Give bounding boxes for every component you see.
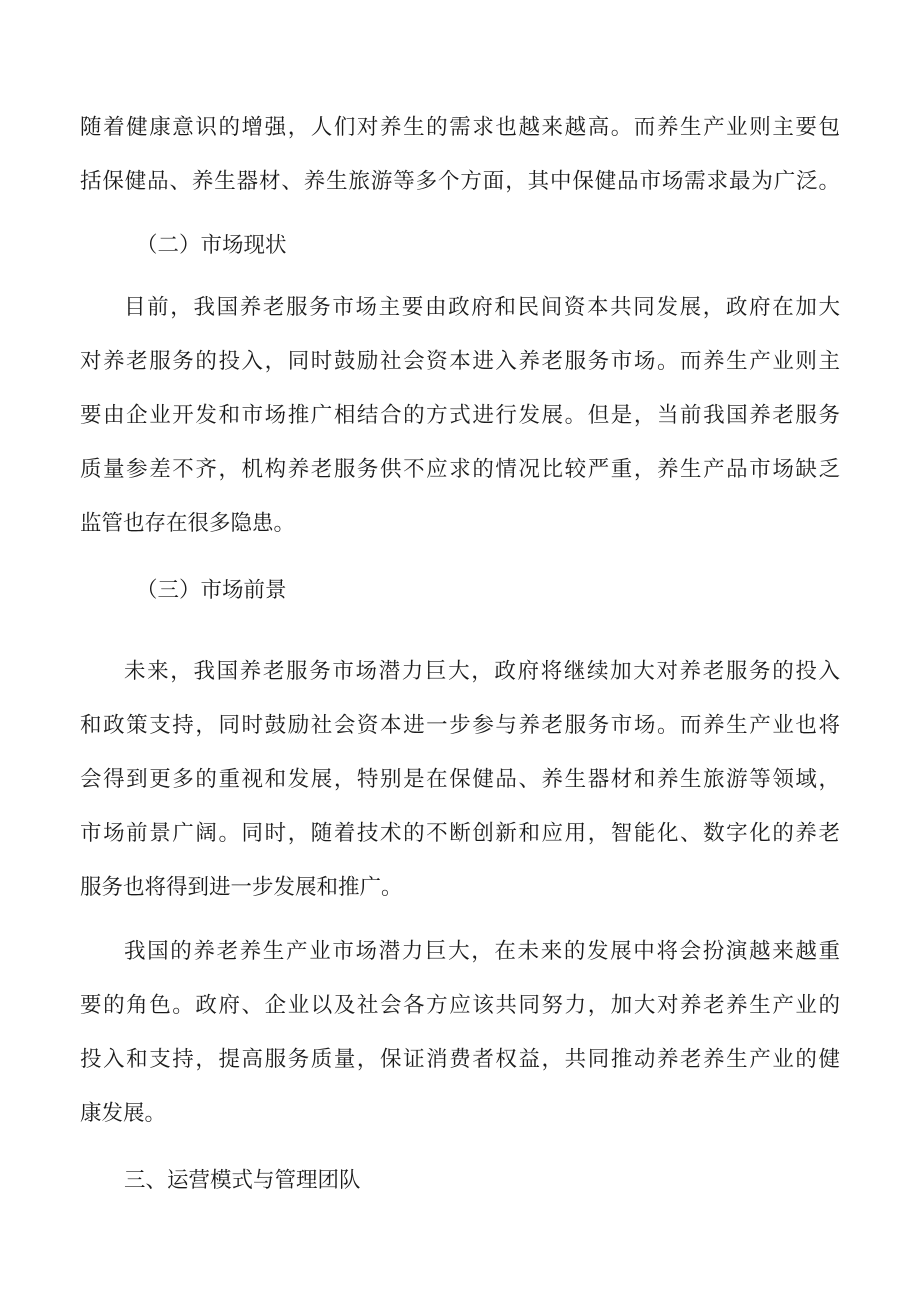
- paragraph-line: 服务也将得到进一步发展和推广。: [80, 875, 403, 900]
- paragraph-line: 投入和支持，提高服务质量，保证消费者权益，共同推动养老养生产业的健: [80, 1047, 840, 1072]
- paragraph-line: 未来，我国养老服务市场潜力巨大，政府将继续加大对养老服务的投入: [124, 659, 840, 684]
- section-heading-operation-model: 三、运营模式与管理团队: [124, 1168, 361, 1193]
- paragraph-line: 随着健康意识的增强，人们对养生的需求也越来越高。而养生产业则主要包: [80, 115, 840, 140]
- subsection-heading-market-prospect: （三）市场前景: [136, 578, 287, 603]
- paragraph-line: 目前，我国养老服务市场主要由政府和民间资本共同发展，政府在加大: [124, 295, 840, 320]
- paragraph-line: 质量参差不齐，机构养老服务供不应求的情况比较严重，养生产品市场缺乏: [80, 457, 840, 482]
- paragraph-line: 我国的养老养生产业市场潜力巨大，在未来的发展中将会扮演越来越重: [124, 939, 840, 964]
- paragraph-line: 对养老服务的投入，同时鼓励社会资本进入养老服务市场。而养生产业则主: [80, 349, 840, 374]
- paragraph-line: 括保健品、养生器材、养生旅游等多个方面，其中保健品市场需求最为广泛。: [80, 169, 840, 194]
- paragraph-line: 会得到更多的重视和发展，特别是在保健品、养生器材和养生旅游等领域，: [80, 767, 840, 792]
- paragraph-line: 市场前景广阔。同时，随着技术的不断创新和应用，智能化、数字化的养老: [80, 821, 840, 846]
- paragraph-line: 要由企业开发和市场推广相结合的方式进行发展。但是，当前我国养老服务: [80, 403, 840, 428]
- subsection-heading-market-status: （二）市场现状: [136, 233, 287, 258]
- paragraph-line: 监管也存在很多隐患。: [80, 511, 296, 536]
- paragraph-line: 康发展。: [80, 1101, 167, 1126]
- paragraph-line: 要的角色。政府、企业以及社会各方应该共同努力，加大对养老养生产业的: [80, 993, 840, 1018]
- paragraph-line: 和政策支持，同时鼓励社会资本进一步参与养老服务市场。而养生产业也将: [80, 713, 840, 738]
